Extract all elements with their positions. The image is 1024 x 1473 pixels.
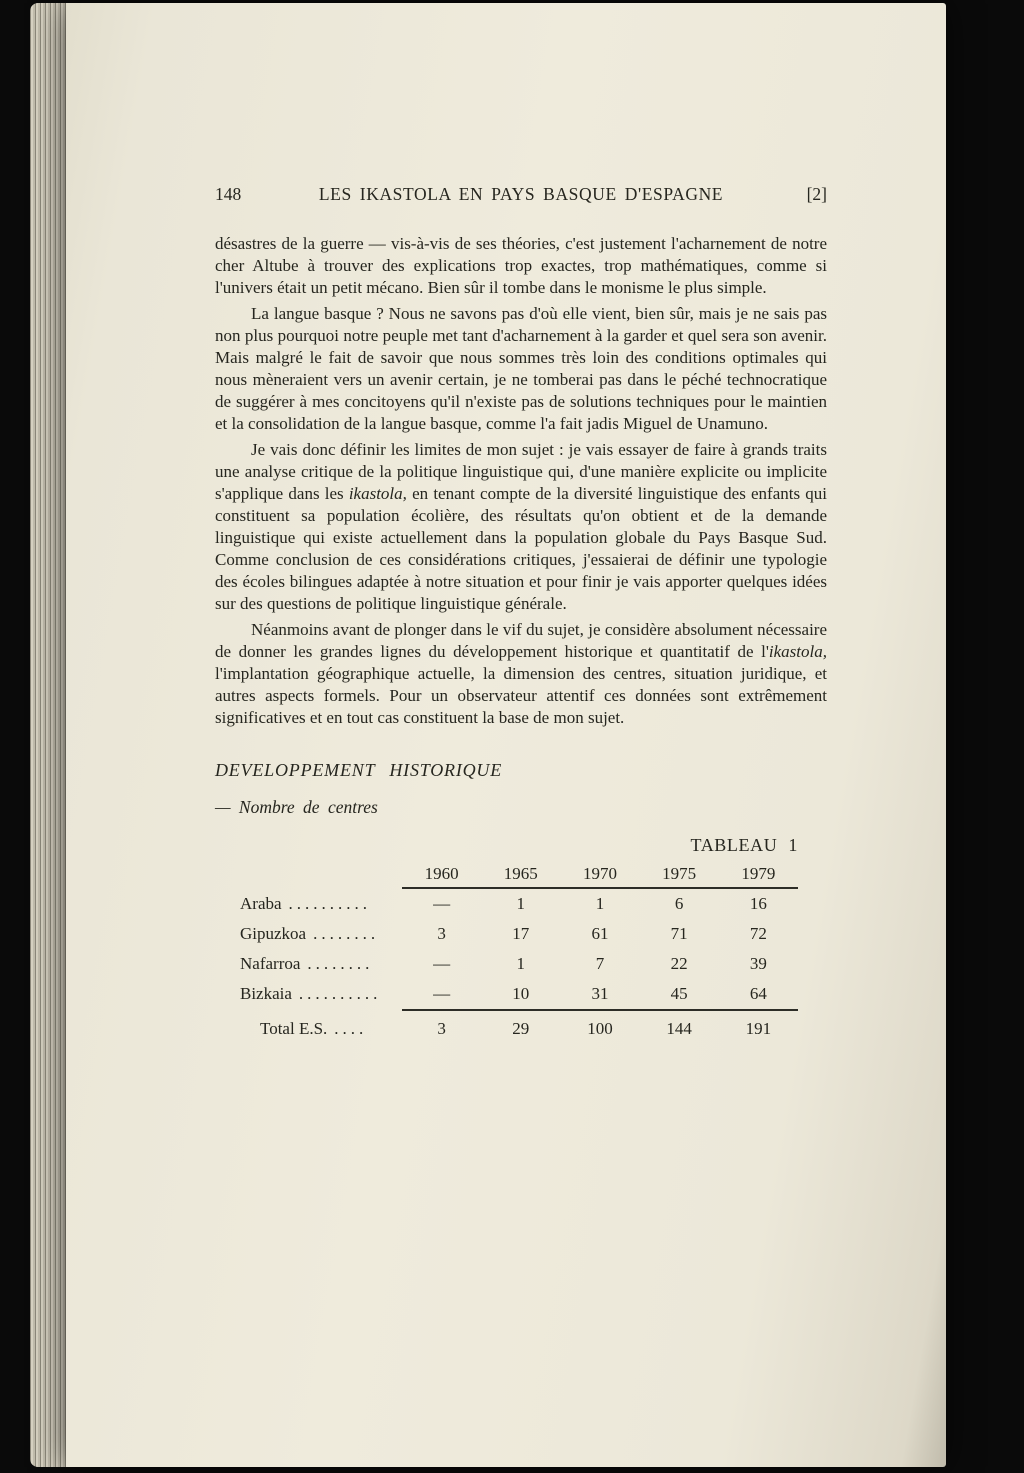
paragraph xyxy=(215,439,827,615)
cell-value: 29 xyxy=(512,1019,530,1038)
page-content xyxy=(215,183,827,1047)
dot-leader: .......... xyxy=(298,984,382,1003)
centres-table xyxy=(215,860,798,1047)
paragraph xyxy=(215,303,827,435)
cell-value: 61 xyxy=(591,924,609,943)
table-row xyxy=(215,949,798,979)
text-run: l'implantation géographique actuelle, la dimension des centres, situation juridique, et autres aspects formels. Pour un observateur attentif ces données sont extrêmement significatives et en tout cas constituent la base de mon sujet. xyxy=(215,664,827,727)
italic-term: ikastola, xyxy=(768,642,827,661)
dot-leader: ........ xyxy=(313,924,380,943)
dot-leader: .......... xyxy=(288,894,372,913)
cell-value: — xyxy=(433,954,451,973)
running-title: LES IKASTOLA EN PAYS BASQUE D'ESPAGNE xyxy=(318,184,724,204)
section-heading: DEVELOPPEMENT HISTORIQUE xyxy=(215,760,503,780)
cell-value: 6 xyxy=(674,894,684,913)
total-row xyxy=(215,1011,798,1047)
cell-value: 144 xyxy=(666,1019,692,1038)
cell-value: 7 xyxy=(595,954,605,973)
row-label-text: Nafarroa xyxy=(240,954,301,973)
row-label xyxy=(215,1018,402,1040)
cell-value: 31 xyxy=(591,984,609,1003)
page-header xyxy=(215,183,827,205)
cell-value: — xyxy=(433,894,451,913)
dot-leader: .... xyxy=(334,1019,368,1038)
subheading: — Nombre de centres xyxy=(215,797,378,817)
cell-value: 1970 xyxy=(582,863,617,883)
table-row xyxy=(215,889,798,919)
next-page-edge xyxy=(948,3,988,1467)
issue-marker: [2] xyxy=(806,184,827,204)
cell-value: 3 xyxy=(437,924,446,943)
row-label xyxy=(215,893,402,915)
cell-value: 1 xyxy=(516,894,526,913)
cell-value: 17 xyxy=(512,924,530,943)
cell-value: 1975 xyxy=(662,863,697,883)
row-label xyxy=(215,983,402,1005)
paragraph xyxy=(215,233,827,299)
body-paragraphs xyxy=(215,233,827,729)
table-caption: TABLEAU 1 xyxy=(690,835,798,855)
text-run: La langue basque ? Nous ne savons pas d'où elle vient, bien sûr, mais je ne sais pas non plus pourquoi notre peuple met tant d'acharnement à la garder et quel sera son avenir. Mais malgré le fait de savoir que nous sommes très loin des conditions optimales qui nous mèneraient vers un avenir certain, je ne tomberai pas dans le péché technocratique de suggérer à mes concitoyens qu'il n'existe pas de solutions techniques pour le maintien et la consolidation de la langue basque, comme l'a fait jadis Miguel de Unamuno. xyxy=(215,304,827,433)
cell-value: 1965 xyxy=(503,863,538,883)
cell-value: 64 xyxy=(749,984,767,1003)
row-label-text: Total E.S. xyxy=(260,1019,328,1038)
text-run: Je vais donc définir les limites de mon sujet : je vais essayer de faire à grands traits une analyse critique de la politique linguistique qui, d'une manière explicite ou implicite s'applique dans les xyxy=(215,440,827,503)
cell-value: 1979 xyxy=(741,863,776,883)
italic-term: ikastola, xyxy=(348,484,407,503)
cell-value: 39 xyxy=(749,954,767,973)
cell-value: 16 xyxy=(749,894,767,913)
row-label-text: Araba xyxy=(240,894,282,913)
cell-value: 1 xyxy=(595,894,605,913)
text-run: en tenant compte de la diversité linguistique des enfants qui constituent sa population écolière, des résultats qu'on obtient et de la demande linguistique qui existe actuellement dans la population globale du Pays Basque Sud. Comme conclusion de ces considérations critiques, j'essaierai de définir une typologie des écoles bilingues adaptée à notre situation et pour finir je vais apporter quelques idées sur des questions de politique linguistique générale. xyxy=(215,484,827,613)
cell-value: 72 xyxy=(749,924,767,943)
cell-value: 45 xyxy=(670,984,688,1003)
cell-value: 1960 xyxy=(424,863,459,883)
cell-value: 1 xyxy=(516,954,526,973)
text-run: Néanmoins avant de plonger dans le vif du sujet, je considère absolument nécessaire de donner les grandes lignes du développement historique et quantitatif de l' xyxy=(215,620,827,661)
cell-value: 191 xyxy=(745,1019,772,1038)
table-header-row xyxy=(215,860,798,887)
book-page xyxy=(66,3,946,1467)
cell-value: 22 xyxy=(670,954,688,973)
row-label-text: Bizkaia xyxy=(240,984,292,1003)
cell-value: 3 xyxy=(437,1019,446,1038)
text-run: désastres de la guerre — vis-à-vis de ses théories, c'est justement l'acharnement de notre cher Altube à trouver des explications trop exactes, trop mathématiques, comme si l'univers était un petit mécano. Bien sûr il tombe dans le monisme le plus simple. xyxy=(215,234,827,297)
cell-value: 71 xyxy=(670,924,688,943)
page-number: 148 xyxy=(215,184,242,204)
row-label xyxy=(215,923,402,945)
table-row xyxy=(215,979,798,1009)
dot-leader: ........ xyxy=(307,954,374,973)
cell-value: — xyxy=(433,984,451,1003)
row-label xyxy=(215,953,402,975)
table-row xyxy=(215,919,798,949)
cell-value: 100 xyxy=(587,1019,613,1038)
paragraph xyxy=(215,619,827,729)
cell-value: 10 xyxy=(512,984,530,1003)
row-label-text: Gipuzkoa xyxy=(240,924,307,943)
